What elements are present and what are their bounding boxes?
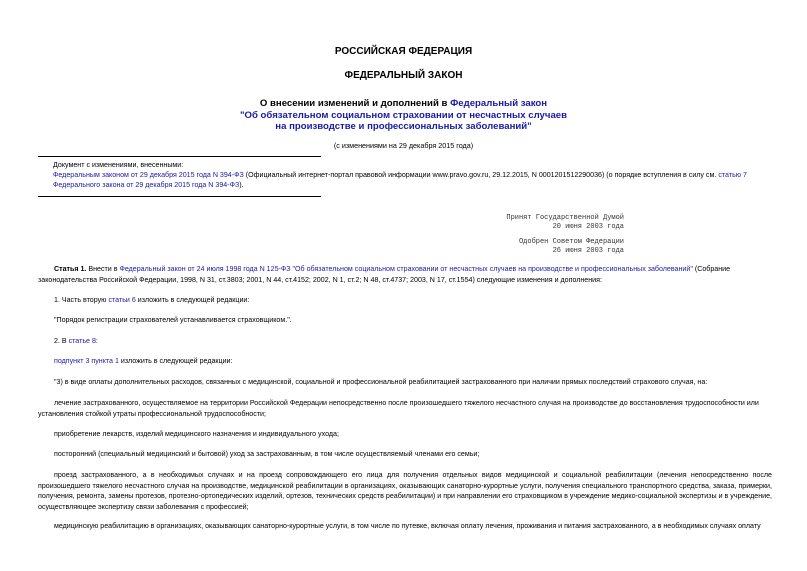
article-1-label: Статья 1. [54, 265, 87, 273]
law-title-link-line3[interactable]: на производстве и профессиональных заболеваний" [275, 121, 532, 132]
adoption-duma-date: 20 июня 2003 года [552, 222, 624, 231]
item-2-text-end: : [95, 337, 98, 345]
law-title [0, 98, 807, 133]
paragraph-treatment: лечение застрахованного, осуществляемое на территории Российской Федерации непосредственно после произошедшего тяжелого несчастного случая на производстве до восстановления трудоспособности или установления стойкой утраты профессиональной трудоспособности; [38, 399, 759, 418]
law-title-link[interactable]: Федеральный закон [450, 98, 548, 109]
history-link-law-2[interactable]: Федерального закона от 29 декабря 2015 года N 394-ФЗ [53, 181, 240, 189]
history-text-end: ). [239, 181, 244, 189]
history-bottom-divider [38, 196, 321, 197]
article-1 [38, 264, 772, 285]
history-link-law[interactable]: Федеральным законом от 29 декабря 2015 года N 394-ФЗ [53, 171, 244, 179]
item-2-text: 2. В [54, 337, 69, 345]
amendment-history [53, 160, 773, 190]
adoption-duma-line: Принят Государственной Думой [506, 214, 624, 222]
paragraph-medicines: приобретение лекарств, изделий медицинского назначения и индивидуального ухода; [54, 430, 339, 438]
law-title-link-line2[interactable]: "Об обязательном социальном страховании от несчастных случаев [239, 109, 568, 121]
subitem-text: изложить в следующей редакции: [118, 357, 233, 365]
item-1-quote: "Порядок регистрации страхователей устанавливается страховщиком.". [54, 316, 292, 324]
adoption-council [519, 238, 624, 255]
article-1-text-end: (Собрание законодательства Российской Федерации, 1998, N 31, ст.3803; 2001, N 44, ст.4152; 2002, N 1, ст.2; N 48, ст.4737; 2003, N 17, ст.1554) следующие изменения и дополнения: [38, 265, 731, 284]
item-1-text-end: изложить в следующей редакции: [135, 296, 250, 304]
history-entry [53, 170, 773, 190]
paragraph-care: посторонний (специальный медицинский и бытовой) уход за застрахованным, в том числе осуществляемый членами его семьи; [54, 450, 480, 458]
adoption-council-line: Одобрен Советом Федерации [518, 238, 624, 246]
article-1-law-link[interactable]: Федеральный закон от 24 июля 1998 года N 125-ФЗ "Об обязательном социальном страховании от несчастных случаев на производстве и профессиональных заболеваний" [119, 265, 693, 273]
adoption-council-date: 26 июня 2003 года [552, 246, 624, 255]
history-heading: Документ с изменениями, внесенными: [53, 161, 184, 169]
item-2 [54, 336, 772, 347]
edition-note: (с изменениями на 29 декабря 2015 года) [333, 141, 474, 150]
paragraph-rehabilitation: медицинскую реабилитацию в организациях, оказывающих санаторно-курортные услуги, в том числе по путевке, включая оплату лечения, проживания и питания застрахованного, а в необходимых случаях оплату [54, 522, 761, 530]
paragraph-travel: проезд застрахованного, а в необходимых случаях и на проезд сопровождающего его лица для получения отдельных видов медицинской и социальной реабилитации (лечения непосредственно после произошедшего тяжелого несчастного случая на производстве, медицинской реабилитации в организациях, оказывающих санаторно-курортные услуги, получения специального транспортного средства, заказа, примерки, получения, ремонта, замены протезов, протезно-ортопедических изделий, ортезов, технических средств реабилитации) и при направлении его страховщиком в учреждение медико-социальной экспертизы и в учреждение, осуществляющее экспертизу связи заболевания с профессией; [38, 471, 772, 511]
history-link-article[interactable]: статью 7 [718, 171, 747, 179]
subitem-link[interactable]: подпункт 3 пункта 1 [54, 357, 119, 365]
law-type-heading: ФЕДЕРАЛЬНЫЙ ЗАКОН [344, 70, 463, 81]
history-top-divider [38, 156, 321, 157]
item-1 [54, 295, 772, 306]
subitem [54, 356, 772, 367]
item-2-link[interactable]: статье 8 [68, 337, 96, 345]
law-title-prefix: О внесении изменений и дополнений в [259, 98, 451, 109]
paragraph-3: "3) в виде оплаты дополнительных расходов, связанных с медицинской, социальной и профессиональной реабилитацией застрахованного при наличии прямых последствий страхового случая, на: [54, 378, 708, 386]
item-1-text: 1. Часть вторую [54, 296, 109, 304]
history-text: (Официальный интернет-портал правовой информации www.pravo.gov.ru, 29.12.2015, N 0001201512290036) (о порядке вступления в силу см. [243, 171, 719, 179]
item-1-link[interactable]: статьи 6 [108, 296, 136, 304]
federation-heading: РОССИЙСКАЯ ФЕДЕРАЦИЯ [334, 46, 473, 57]
adoption-duma [506, 214, 624, 231]
article-1-text: Внести в [86, 265, 120, 273]
